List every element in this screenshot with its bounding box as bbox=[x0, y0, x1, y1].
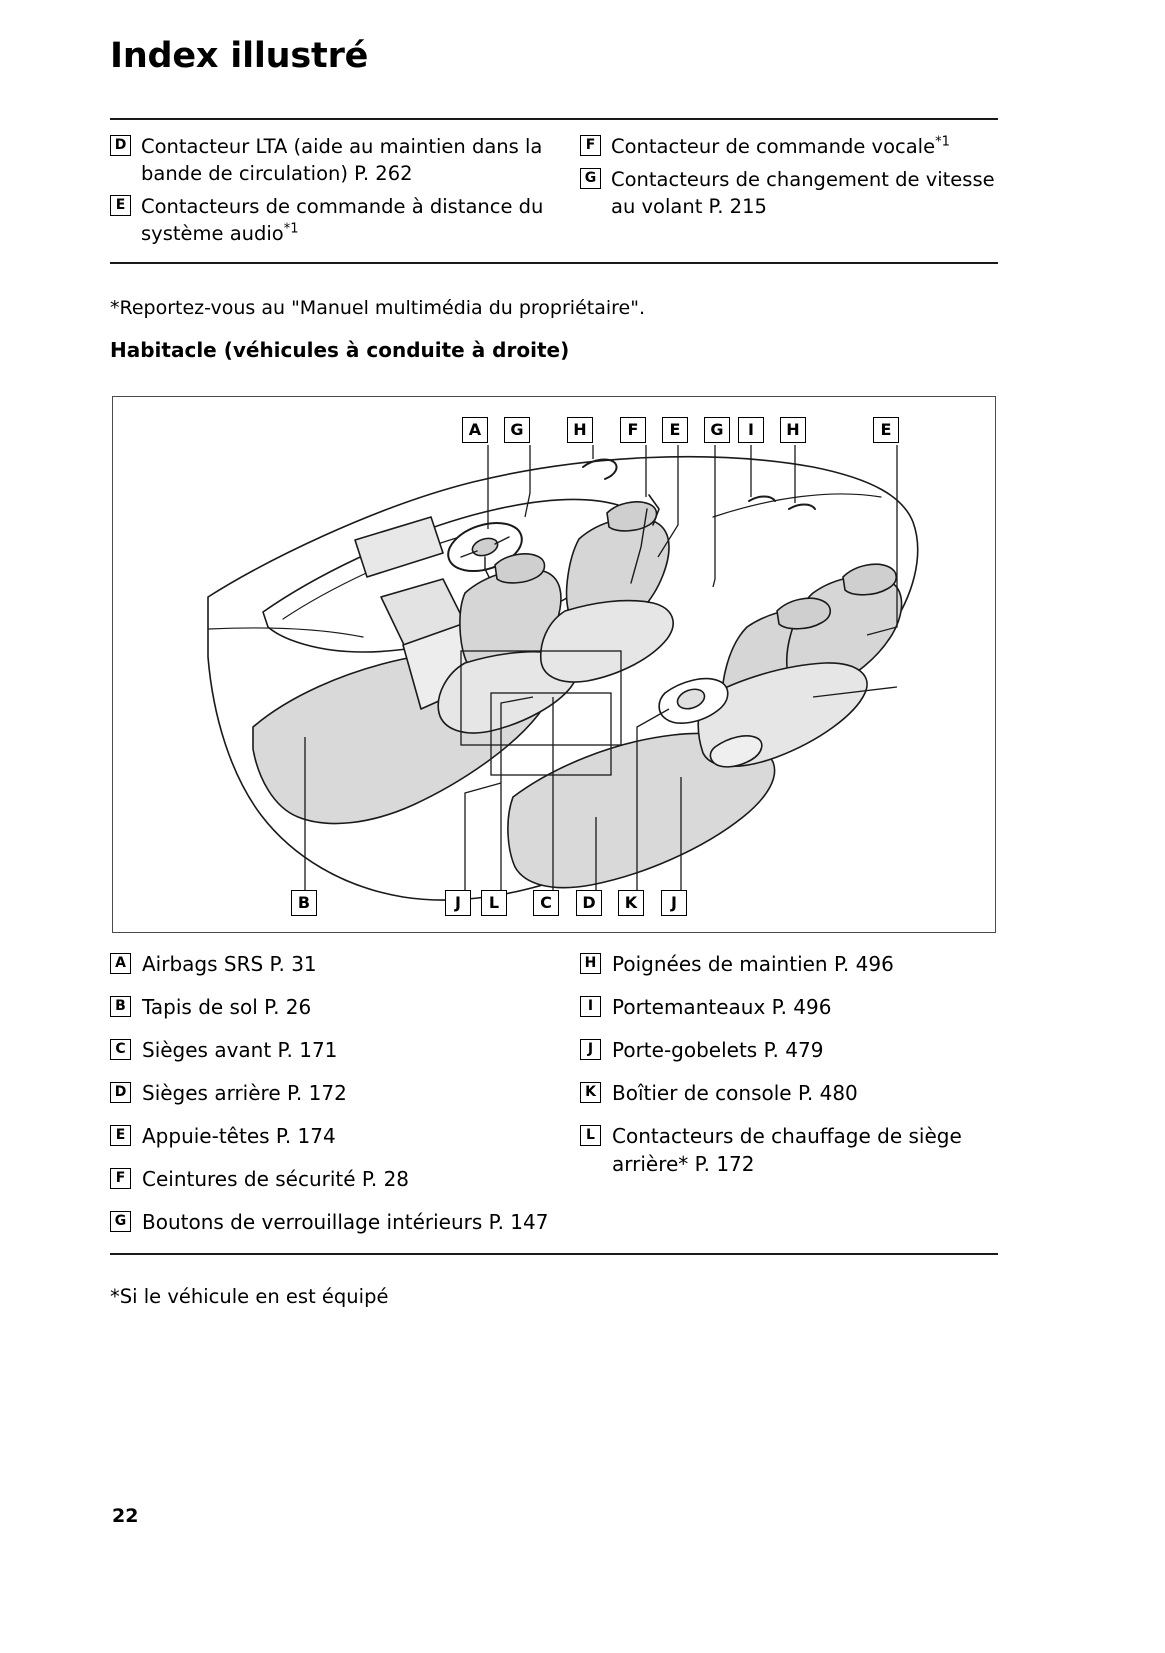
divider-middle bbox=[110, 262, 998, 264]
legend-label: Sièges arrière P. 172 bbox=[142, 1081, 347, 1105]
legend-key: E bbox=[110, 195, 131, 216]
callout-K-bottom: K bbox=[618, 890, 644, 916]
legend-key: C bbox=[110, 1039, 131, 1060]
list-item bbox=[110, 950, 580, 978]
divider-top bbox=[110, 118, 998, 120]
callout-C-bottom: C bbox=[533, 890, 559, 916]
legend-label: Boutons de verrouillage intérieurs P. 147 bbox=[142, 1210, 549, 1234]
legend-label: Porte-gobelets P. 479 bbox=[612, 1038, 824, 1062]
callout-L-bottom: L bbox=[481, 890, 507, 916]
callout-A: A bbox=[462, 417, 488, 443]
top-legend-right-column bbox=[580, 133, 1000, 226]
list-item bbox=[110, 1079, 580, 1107]
legend-label: Sièges avant P. 171 bbox=[142, 1038, 338, 1062]
callout-G-top2: G bbox=[704, 417, 730, 443]
top-legend bbox=[110, 133, 1000, 258]
legend-footnote-marker: *1 bbox=[283, 221, 299, 237]
legend-label: Airbags SRS P. 31 bbox=[142, 952, 317, 976]
legend-label-text: Contacteurs de commande à distance du système audio bbox=[141, 195, 544, 245]
page-number: 22 bbox=[112, 1505, 139, 1527]
section-subheading: Habitacle (véhicules à conduite à droite) bbox=[110, 338, 570, 362]
list-item bbox=[580, 1036, 1000, 1064]
legend-label: Boîtier de console P. 480 bbox=[612, 1081, 858, 1105]
list-item bbox=[110, 133, 570, 187]
legend-key: F bbox=[580, 135, 601, 156]
legend-key: I bbox=[580, 996, 601, 1017]
legend-key: F bbox=[110, 1168, 131, 1189]
list-item bbox=[110, 1208, 580, 1236]
legend-footnote-marker: *1 bbox=[935, 134, 950, 150]
list-item bbox=[580, 993, 1000, 1021]
callout-J-bottom1: J bbox=[445, 890, 471, 916]
list-item bbox=[110, 193, 570, 247]
legend-key: H bbox=[580, 953, 601, 974]
callout-J-bottom2: J bbox=[661, 890, 687, 916]
callout-H-top1: H bbox=[567, 417, 593, 443]
list-item bbox=[580, 1122, 1000, 1178]
bottom-legend-right-column bbox=[580, 950, 1000, 1193]
list-item bbox=[580, 950, 1000, 978]
callout-D-bottom: D bbox=[576, 890, 602, 916]
interior-illustration bbox=[113, 397, 994, 931]
legend-key: G bbox=[580, 168, 601, 189]
legend-label bbox=[611, 133, 950, 160]
top-legend-left-column bbox=[110, 133, 570, 253]
legend-label: Poignées de maintien P. 496 bbox=[612, 952, 894, 976]
legend-key: L bbox=[580, 1125, 601, 1146]
page-title: Index illustré bbox=[110, 36, 369, 76]
legend-label: Tapis de sol P. 26 bbox=[142, 995, 312, 1019]
callout-G-top1: G bbox=[504, 417, 530, 443]
list-item bbox=[110, 1036, 580, 1064]
legend-key: B bbox=[110, 996, 131, 1017]
legend-label bbox=[141, 193, 570, 247]
legend-label: Contacteur LTA (aide au maintien dans la bande de circulation) P. 262 bbox=[141, 135, 543, 185]
list-item bbox=[110, 1165, 580, 1193]
footnote-equipment: *Si le véhicule en est équipé bbox=[110, 1285, 389, 1308]
divider-bottom bbox=[110, 1253, 998, 1255]
callout-F-top: F bbox=[620, 417, 646, 443]
legend-key: D bbox=[110, 135, 131, 156]
list-item bbox=[580, 133, 1000, 160]
legend-key: G bbox=[110, 1211, 131, 1232]
interior-diagram bbox=[112, 396, 996, 933]
legend-key: D bbox=[110, 1082, 131, 1103]
legend-label: Portemanteaux P. 496 bbox=[612, 995, 832, 1019]
list-item bbox=[110, 1122, 580, 1150]
callout-I-top: I bbox=[738, 417, 764, 443]
legend-label: Contacteurs de changement de vitesse au volant P. 215 bbox=[611, 168, 995, 218]
callout-B-bottom: B bbox=[291, 890, 317, 916]
legend-key: A bbox=[110, 953, 131, 974]
callout-E-top1: E bbox=[662, 417, 688, 443]
list-item bbox=[110, 993, 580, 1021]
legend-label: Contacteurs de chauffage de siège arrière* P. 172 bbox=[612, 1124, 962, 1176]
legend-label: Appuie-têtes P. 174 bbox=[142, 1124, 336, 1148]
legend-key: J bbox=[580, 1039, 601, 1060]
footnote-multimedia: *Reportez-vous au "Manuel multimédia du propriétaire". bbox=[110, 297, 646, 319]
bottom-legend-left-column bbox=[110, 950, 580, 1251]
legend-key: E bbox=[110, 1125, 131, 1146]
callout-E-top2: E bbox=[873, 417, 899, 443]
list-item bbox=[580, 1079, 1000, 1107]
legend-key: K bbox=[580, 1082, 601, 1103]
legend-label-text: Contacteur de commande vocale bbox=[611, 135, 936, 158]
list-item bbox=[580, 166, 1000, 220]
callout-H-top2: H bbox=[780, 417, 806, 443]
legend-label: Ceintures de sécurité P. 28 bbox=[142, 1167, 410, 1191]
